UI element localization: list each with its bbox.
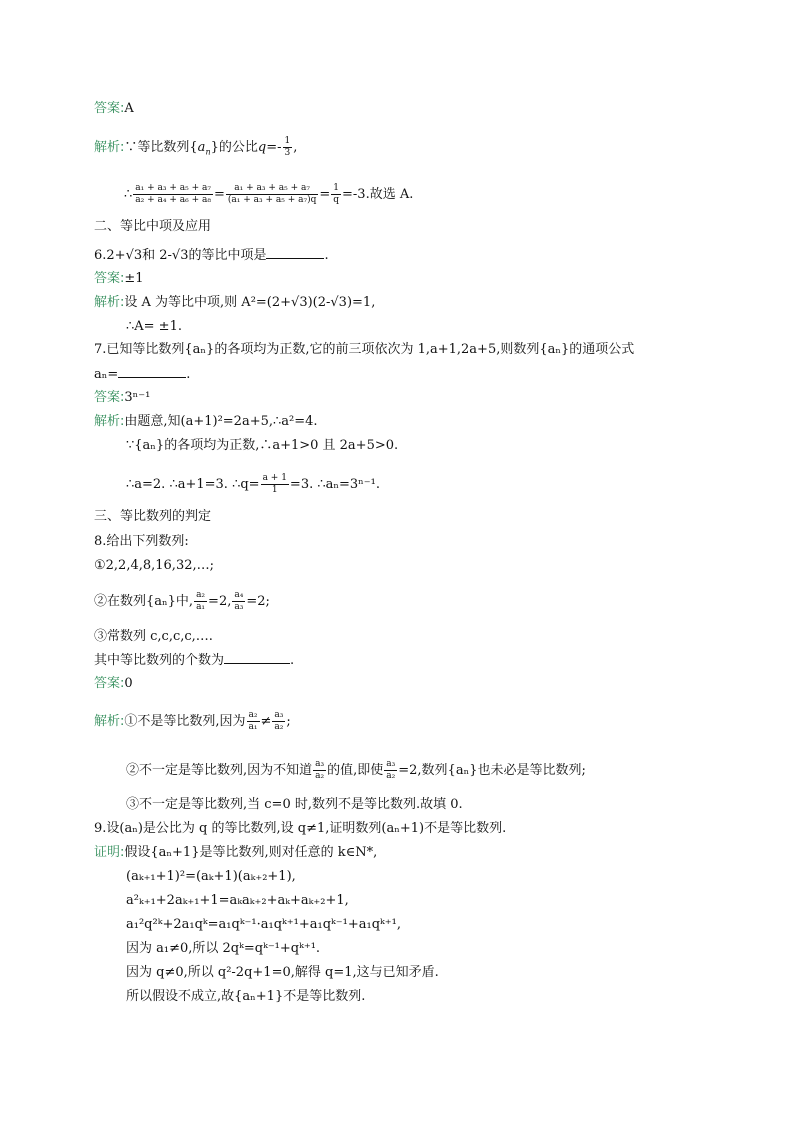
fraction: $\frac{a + 1}{1}$ [262, 473, 287, 495]
fraction: $\frac{\text{a₁ + a₃ + a₅ + a₇}}{\text{a₂ + a₄ + a₆ + a₈}}$ [135, 183, 211, 205]
analysis-7-line-3: ∴a=2. ∴a+1=3. ∴q= $\frac{a + 1}{1}$ =3. ∴aₙ=3ⁿ⁻¹. [126, 473, 380, 495]
fraction: $\frac{\text{a₁ + a₃ + a₅ + a₇}}{\text{(a₁ + a₃ + a₅ + a₇)q}}$ [227, 183, 317, 205]
question-9: 9.设(aₙ)是公比为 q 的等比数列,设 q≠1,证明数列(aₙ+1)不是等比数列. [94, 821, 507, 836]
answer-label: 答案: [94, 101, 125, 116]
proof-line-2: (aₖ₊₁+1)²=(aₖ+1)(aₖ₊₂+1), [126, 869, 296, 884]
fraction: $\frac{\text{a₃}}{\text{a₂}}$ [315, 759, 325, 781]
fraction: $\frac{\text{a₃}}{\text{a₂}}$ [274, 710, 284, 732]
answer-1 [94, 100, 134, 118]
analysis-8-line-1: 解析:①不是等比数列,因为 $\frac{\text{a₂}}{\text{a₁}}$ ≠ $\frac{\text{a₃}}{\text{a₂}}$ ; [94, 710, 291, 732]
proof-line-5: 因为 a₁≠0,所以 2qᵏ=qᵏ⁻¹+qᵏ⁺¹. [126, 941, 321, 956]
answer-blank [224, 651, 290, 664]
answer-value: A [124, 101, 134, 116]
question-7-line-2: aₙ= . [94, 367, 191, 382]
proof-line-6: 因为 q≠0,所以 q²-2q+1=0,解得 q=1,这与已知矛盾. [126, 965, 439, 980]
proof-line-7: 所以假设不成立,故{aₙ+1}不是等比数列. [126, 989, 366, 1004]
question-8-prompt: 其中等比数列的个数为 . [94, 653, 295, 668]
question-8-item-3: ③常数列 c,c,c,c,…. [94, 629, 213, 644]
proof-line-3: a²ₖ₊₁+2aₖ₊₁+1=aₖaₖ₊₂+aₖ+aₖ₊₂+1, [126, 893, 349, 908]
question-7-line-1: 7.已知等比数列{aₙ}的各项均为正数,它的前三项依次为 1,a+1,2a+5,则数列{aₙ}的通项公式 [94, 342, 635, 357]
section-heading-2: 二、等比中项及应用 [94, 219, 212, 234]
analysis-label: 解析: [94, 140, 125, 155]
fraction: $\frac{1}{q}$ [333, 183, 340, 205]
proof-line-4: a₁²q²ᵏ+2a₁qᵏ=a₁qᵏ⁻¹·a₁qᵏ⁺¹+a₁qᵏ⁻¹+a₁qᵏ⁺¹, [126, 917, 401, 932]
section-heading-3: 三、等比数列的判定 [94, 509, 212, 524]
fraction: $\frac{\text{a₂}}{\text{a₁}}$ [248, 710, 258, 732]
analysis-6-line-1: 解析:设 A 为等比中项,则 A²=(2+√3)(2-√3)=1, [94, 295, 376, 310]
analysis-1-line-1: 解析:∵等比数列$\{a_n\}$的公比q=- $\frac{1}{3}$ , [94, 136, 298, 158]
question-8-item-2: ②在数列{aₙ}中, $\frac{\text{a₂}}{\text{a₁}}$ =2, $\frac{\text{a₄}}{\text{a₃}}$ =2; [94, 590, 270, 612]
fraction: $\frac{1}{3}$ [284, 136, 291, 158]
answer-blank [266, 246, 324, 259]
question-6: 6.2+√3和 2-√3的等比中项是 . [94, 248, 329, 263]
question-8-item-1: ①2,2,4,8,16,32,…; [94, 558, 214, 573]
analysis-6-line-2: ∴A= ±1. [126, 319, 182, 334]
fraction: $\frac{\text{a₂}}{\text{a₁}}$ [196, 590, 206, 612]
answer-6: 答案:±1 [94, 271, 144, 286]
answer-blank [118, 365, 186, 378]
answer-7: 答案:3ⁿ⁻¹ [94, 390, 151, 405]
analysis-7-line-1: 解析:由题意,知(a+1)²=2a+5,∴a²=4. [94, 414, 318, 429]
analysis-8-line-3: ③不一定是等比数列,当 c=0 时,数列不是等比数列.故填 0. [126, 797, 463, 812]
proof-line-1: 证明:假设{aₙ+1}是等比数列,则对任意的 k∈N*, [94, 845, 378, 860]
answer-8: 答案:0 [94, 676, 133, 691]
fraction: $\frac{\text{a₄}}{\text{a₃}}$ [234, 590, 244, 612]
analysis-8-line-2: ②不一定是等比数列,因为不知道 $\frac{\text{a₃}}{\text{a₂}}$ 的值,即使 $\frac{\text{a₃}}{\text{a₂}}$ =2,数列{aₙ}也未必是等比数列; [126, 759, 586, 781]
question-8: 8.给出下列数列: [94, 534, 189, 549]
analysis-7-line-2: ∵{aₙ}的各项均为正数,∴a+1>0 且 2a+5>0. [126, 438, 399, 453]
analysis-1-line-2: ∴ $\frac{\text{a₁ + a₃ + a₅ + a₇}}{\text{a₂ + a₄ + a₆ + a₈}}$ = $\frac{\text{a₁ + a₃ + a₅ + a₇}}{\text{(a₁ + a₃ + a₅ + a₇)q}}$ = $\frac{1}{q}$ =-3.故选 A. [124, 183, 414, 205]
fraction: $\frac{\text{a₃}}{\text{a₂}}$ [386, 759, 396, 781]
